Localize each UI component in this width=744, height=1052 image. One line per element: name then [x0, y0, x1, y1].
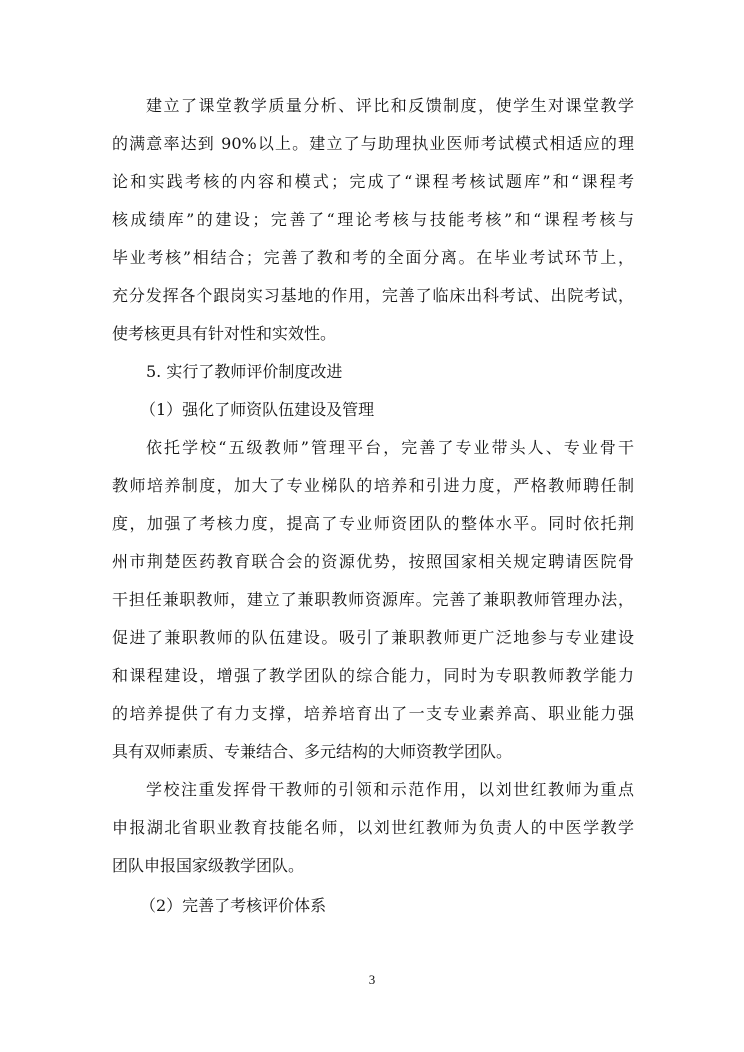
- paragraph-2-line-8: 的培养提供了有力支撑，培养培育出了一支专业素养高、职业能力强: [112, 704, 634, 723]
- paragraph-2-line-7: 和课程建设，增强了教学团队的综合能力，同时为专职教师教学能力: [112, 666, 634, 685]
- paragraph-1-line-1: 建立了课堂教学质量分析、评比和反馈制度，使学生对课堂教学: [146, 96, 634, 115]
- paragraph-3-line-3: 团队申报国家级教学团队。: [112, 856, 305, 875]
- paragraph-2-line-5: 干担任兼职教师，建立了兼职教师资源库。完善了兼职教师管理办法，: [112, 590, 634, 609]
- page-number: 3: [368, 972, 376, 987]
- paragraph-1-line-2: 的满意率达到 90%以上。建立了与助理执业医师考试模式相适应的理: [112, 134, 634, 153]
- paragraph-3-line-2: 申报湖北省职业教育技能名师，以刘世红教师为负责人的中医学教学: [112, 818, 634, 837]
- subsection-1-heading: （1）强化了师资队伍建设及管理: [140, 400, 375, 419]
- paragraph-2-line-4: 州市荆楚医药教育联合会的资源优势，按照国家相关规定聘请医院骨: [112, 552, 634, 571]
- paragraph-1-line-5: 毕业考核”相结合；完善了教和考的全面分离。在毕业考试环节上，: [112, 248, 634, 267]
- paragraph-2-line-2: 教师培养制度，加大了专业梯队的培养和引进力度，严格教师聘任制: [112, 476, 634, 495]
- paragraph-1-line-3: 论和实践考核的内容和模式；完成了“课程考核试题库”和“课程考: [112, 172, 634, 191]
- paragraph-2-line-9: 具有双师素质、专兼结合、多元结构的大师资教学团队。: [112, 742, 513, 761]
- paragraph-1-line-4: 核成绩库”的建设；完善了“理论考核与技能考核”和“课程考核与: [112, 210, 634, 229]
- paragraph-2-line-1: 依托学校“五级教师”管理平台，完善了专业带头人、专业骨干: [146, 438, 634, 457]
- paragraph-2-line-6: 促进了兼职教师的队伍建设。吸引了兼职教师更广泛地参与专业建设: [112, 628, 634, 647]
- section-5-heading: 5. 实行了教师评价制度改进: [146, 362, 343, 381]
- paragraph-1-line-7: 使考核更具有针对性和实效性。: [112, 324, 337, 343]
- paragraph-1-line-6: 充分发挥各个跟岗实习基地的作用，完善了临床出科考试、出院考试，: [112, 286, 634, 305]
- paragraph-3-line-1: 学校注重发挥骨干教师的引领和示范作用，以刘世红教师为重点: [146, 780, 634, 799]
- paragraph-2-line-3: 度，加强了考核力度，提高了专业师资团队的整体水平。同时依托荆: [112, 514, 634, 533]
- subsection-2-heading: （2）完善了考核评价体系: [140, 896, 327, 915]
